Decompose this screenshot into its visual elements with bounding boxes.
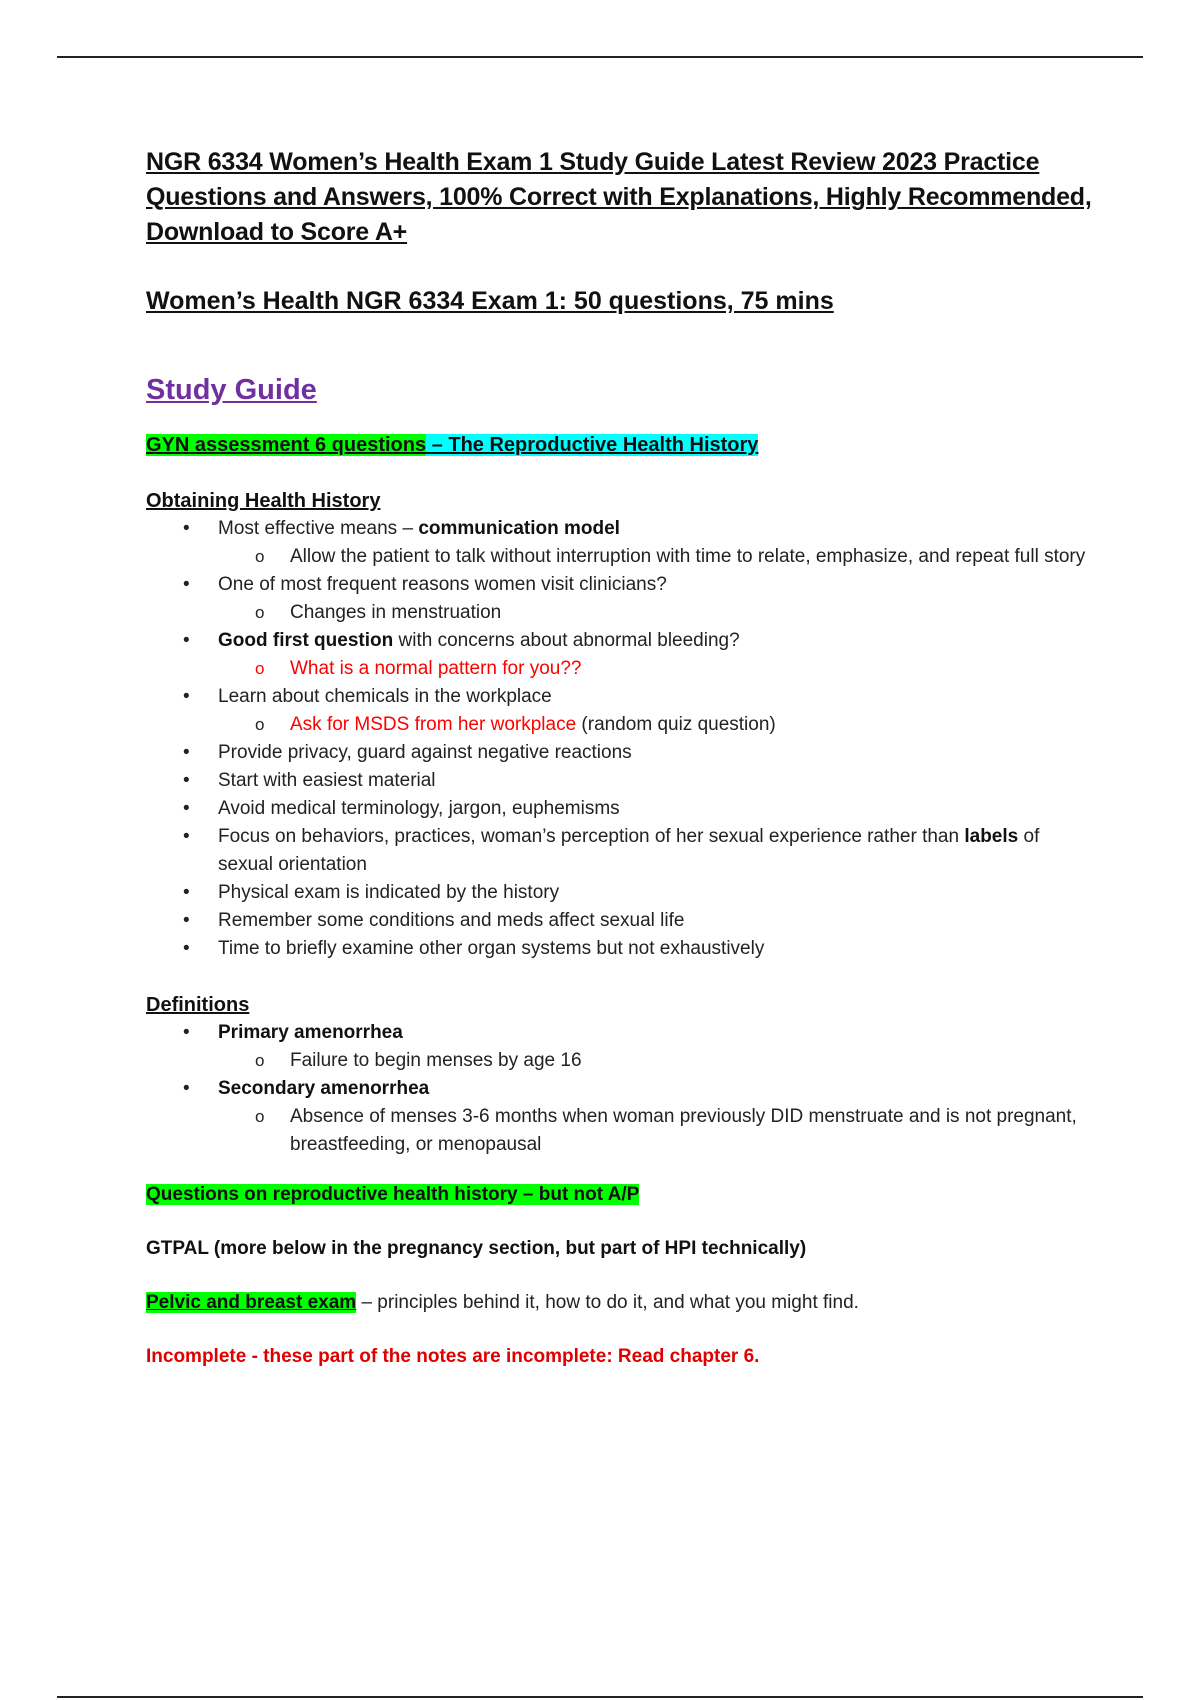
- bullet-dot: •: [183, 1022, 190, 1043]
- list-item: • Time to briefly examine other organ systems but not exhaustively: [146, 935, 1096, 963]
- study-guide-heading: Study Guide: [146, 374, 317, 406]
- list-item: • Most effective means – communication model o Allow the patient to talk without interruption with time to relate, emphasize, and repeat full story: [146, 515, 1096, 571]
- list-item: • Provide privacy, guard against negative reactions: [146, 739, 1096, 767]
- bullet-dot: •: [183, 826, 190, 847]
- bullet-circle: o: [255, 1107, 265, 1126]
- bullet-dot: •: [183, 630, 190, 651]
- gtpal-line: GTPAL (more below in the pregnancy section, but part of HPI technically): [146, 1238, 807, 1259]
- document-body: [146, 145, 1096, 1371]
- obtaining-history-list: [146, 515, 1096, 963]
- header-rule: [57, 56, 1143, 58]
- bullet-dot: •: [183, 910, 190, 931]
- bullet-circle: o: [255, 1051, 265, 1070]
- list-item: • Remember some conditions and meds affect sexual life: [146, 907, 1096, 935]
- bullet-circle: o: [255, 715, 265, 734]
- bullet-dot: •: [183, 882, 190, 903]
- list-item: • Avoid medical terminology, jargon, euphemisms: [146, 795, 1096, 823]
- bullet-circle: o: [255, 659, 265, 678]
- questions-highlight-line: Questions on reproductive health history – but not A/P: [146, 1184, 640, 1205]
- list-item: • Primary amenorrhea o Failure to begin menses by age 16: [146, 1019, 1096, 1075]
- gyn-assessment-heading: [146, 431, 1096, 459]
- sub-list-item: o Failure to begin menses by age 16: [218, 1047, 1096, 1075]
- bullet-dot: •: [183, 742, 190, 763]
- bullet-dot: •: [183, 770, 190, 791]
- exam-subtitle: Women’s Health NGR 6334 Exam 1: 50 questions, 75 mins: [146, 287, 834, 315]
- list-item: • Good first question with concerns about abnormal bleeding? o What is a normal pattern for you??: [146, 627, 1096, 683]
- bullet-dot: •: [183, 686, 190, 707]
- definitions-list: [146, 1019, 1096, 1159]
- sub-list-item: o Changes in menstruation: [218, 599, 1096, 627]
- bullet-dot: •: [183, 574, 190, 595]
- bullet-dot: •: [183, 938, 190, 959]
- reproductive-history-highlight: – The Reproductive Health History: [426, 434, 759, 456]
- pelvic-exam-highlight: Pelvic and breast exam: [146, 1292, 357, 1313]
- gyn-assessment-highlight: GYN assessment 6 questions: [146, 434, 427, 456]
- bullet-circle: o: [255, 547, 265, 566]
- sub-list-item: o What is a normal pattern for you??: [218, 655, 1096, 683]
- list-item: • One of most frequent reasons women visit clinicians? o Changes in menstruation: [146, 571, 1096, 627]
- sub-list-item: o Allow the patient to talk without interruption with time to relate, emphasize, and repeat full story: [218, 543, 1096, 571]
- list-item: • Secondary amenorrhea o Absence of menses 3-6 months when woman previously DID menstruate and is not pregnant, breastfeeding, or menopausal: [146, 1075, 1096, 1159]
- sub-list-item: o Absence of menses 3-6 months when woman previously DID menstruate and is not pregnant, breastfeeding, or menopausal: [218, 1103, 1096, 1159]
- list-item: • Learn about chemicals in the workplace o Ask for MSDS from her workplace (random quiz question): [146, 683, 1096, 739]
- list-item: • Physical exam is indicated by the history: [146, 879, 1096, 907]
- definitions-heading: Definitions: [146, 994, 250, 1016]
- list-item: • Start with easiest material: [146, 767, 1096, 795]
- sub-list-item: o Ask for MSDS from her workplace (random quiz question): [218, 711, 1096, 739]
- pelvic-exam-line: Pelvic and breast exam – principles behind it, how to do it, and what you might find.: [146, 1292, 859, 1313]
- bullet-dot: •: [183, 518, 190, 539]
- document-title: NGR 6334 Women’s Health Exam 1 Study Guide Latest Review 2023 Practice Questions and Answers, 100% Correct with Explanations, Highly Recommended, Download to Score A+: [146, 148, 1092, 246]
- footer-rule: [57, 1696, 1143, 1698]
- bullet-circle: o: [255, 603, 265, 622]
- list-item: • Focus on behaviors, practices, woman’s perception of her sexual experience rather than labels of sexual orientation: [146, 823, 1096, 879]
- obtaining-history-heading: Obtaining Health History: [146, 490, 381, 512]
- bullet-dot: •: [183, 798, 190, 819]
- bullet-dot: •: [183, 1078, 190, 1099]
- incomplete-note: Incomplete - these part of the notes are incomplete: Read chapter 6.: [146, 1346, 760, 1367]
